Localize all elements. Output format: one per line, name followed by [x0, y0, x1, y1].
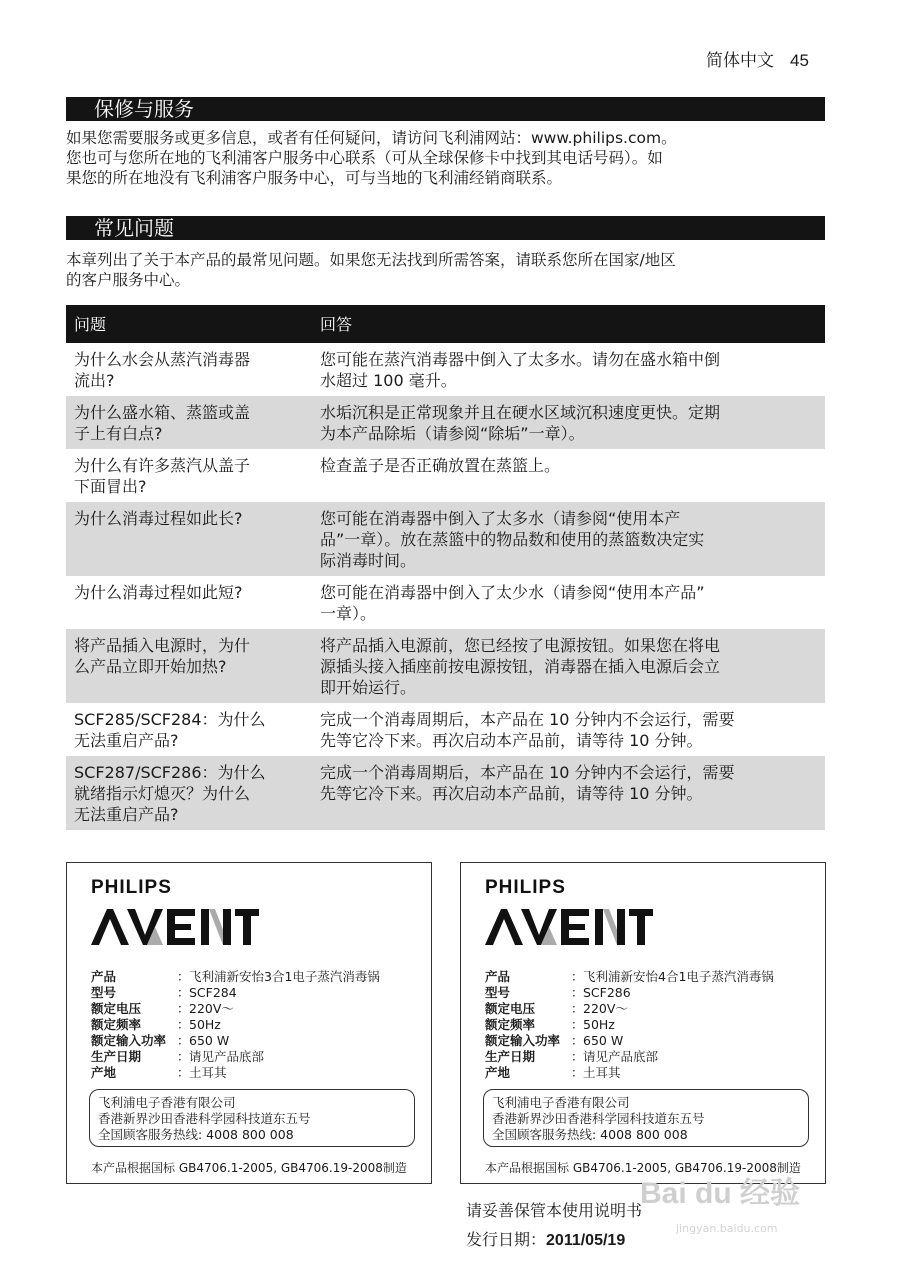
- spec-row: [485, 1033, 774, 1049]
- question-text: 为什么盛水箱、蒸篮或盖: [74, 403, 251, 422]
- address-line: 香港新界沙田香港科学园科技道东五号: [492, 1111, 705, 1126]
- page-number: 45: [790, 51, 809, 70]
- keep-manual-note: 请妥善保管本使用说明书: [466, 1201, 643, 1220]
- spec-colon: ：: [177, 1033, 190, 1048]
- spec-key: 额定输入功率: [485, 1033, 561, 1048]
- faq-intro-line: 的客户服务中心。: [66, 271, 191, 289]
- spec-key: 产品: [91, 969, 117, 984]
- spec-value: 土耳其: [189, 1065, 227, 1080]
- spec-colon: ：: [177, 985, 190, 1000]
- issue-date-value: 2011/05/19: [546, 1232, 626, 1249]
- column-header-question: 问题: [66, 305, 312, 343]
- spec-key: 额定输入功率: [91, 1033, 167, 1048]
- question-text: 为什么水会从蒸汽消毒器: [74, 350, 251, 369]
- question-text: 流出?: [74, 371, 115, 390]
- address-line: 飞利浦电子香港有限公司: [492, 1095, 630, 1110]
- answer-text: 将产品插入电源前，您已经按了电源按钮。如果您在将电: [320, 636, 721, 655]
- spec-colon: ：: [177, 1017, 190, 1032]
- spec-value: 650 W: [189, 1033, 230, 1048]
- spec-value: 土耳其: [583, 1065, 621, 1080]
- answer-text: 完成一个消毒周期后，本产品在 10 分钟内不会运行，需要: [320, 763, 735, 782]
- question-text: SCF285/SCF284：为什么: [74, 710, 266, 729]
- faq-intro-line: 本章列出了关于本产品的最常见问题。如果您无法找到所需答案，请联系您所在国家/地区: [66, 251, 676, 269]
- address-line: 全国顾客服务热线: 4008 800 008: [492, 1127, 688, 1142]
- question-cell: [66, 502, 312, 576]
- table-row: [66, 576, 825, 629]
- standard-note: 本产品根据国标 GB4706.1-2005, GB4706.19-2008制造: [91, 1161, 407, 1175]
- spec-key: 额定频率: [485, 1017, 536, 1032]
- question-cell: [66, 703, 312, 756]
- question-cell: [66, 756, 312, 830]
- spec-colon: ：: [571, 1001, 584, 1016]
- product-label-card: [460, 862, 826, 1184]
- language-label: 简体中文: [706, 51, 774, 71]
- product-label-card: [66, 862, 432, 1184]
- answer-cell: [312, 396, 825, 449]
- spec-row: [485, 1049, 774, 1065]
- faq-table: [66, 305, 825, 830]
- spec-row: [485, 1017, 774, 1033]
- question-text: 为什么消毒过程如此长?: [74, 509, 243, 528]
- spec-row: [91, 1065, 380, 1081]
- question-text: 就绪指示灯熄灭？为什么: [74, 784, 251, 803]
- answer-cell: [312, 703, 825, 756]
- baidu-watermark: Bai du 经验: [640, 1177, 801, 1210]
- question-cell: [66, 396, 312, 449]
- question-text: SCF287/SCF286：为什么: [74, 763, 266, 782]
- answer-text: 完成一个消毒周期后，本产品在 10 分钟内不会运行，需要: [320, 710, 735, 729]
- answer-text: 您可能在消毒器中倒入了太少水（请参阅“使用本产品”: [320, 583, 705, 602]
- spec-row: [485, 969, 774, 985]
- spec-value: 请见产品底部: [583, 1049, 659, 1064]
- manufacturer-address: [483, 1089, 809, 1147]
- spec-value: SCF286: [583, 985, 631, 1000]
- spec-row: [91, 1049, 380, 1065]
- spec-colon: ：: [571, 1049, 584, 1064]
- spec-value: 220V～: [189, 1001, 234, 1016]
- spec-colon: ：: [571, 969, 584, 984]
- answer-text: 一章）。: [320, 604, 377, 623]
- section-title-service: 保修与服务: [66, 97, 825, 121]
- spec-value: 飞利浦新安怡4合1电子蒸汽消毒锅: [583, 969, 774, 984]
- answer-text: 品”一章）。放在蒸篮中的物品数和使用的蒸篮数决定实: [320, 530, 705, 549]
- spec-key: 型号: [485, 985, 511, 1000]
- spec-list: [485, 969, 774, 1081]
- spec-value: 220V～: [583, 1001, 628, 1016]
- spec-key: 产地: [485, 1065, 511, 1080]
- spec-row: [91, 985, 380, 1001]
- issue-date-label: 发行日期：: [466, 1230, 547, 1249]
- issue-date-line: [466, 1227, 625, 1250]
- spec-colon: ：: [571, 1033, 584, 1048]
- answer-cell: [312, 576, 825, 629]
- answer-cell: [312, 343, 825, 396]
- spec-row: [485, 1001, 774, 1017]
- question-text: 将产品插入电源时，为什: [74, 636, 251, 655]
- address-line: 飞利浦电子香港有限公司: [98, 1095, 236, 1110]
- answer-text: 即开始运行。: [320, 678, 417, 697]
- question-text: 下面冒出?: [74, 477, 147, 496]
- answer-text: 源插头接入插座前按电源按钮，消毒器在插入电源后会立: [320, 657, 721, 676]
- spec-colon: ：: [177, 1049, 190, 1064]
- table-row: [66, 396, 825, 449]
- question-cell: [66, 629, 312, 703]
- column-header-answer: 回答: [312, 305, 825, 343]
- answer-text: 检查盖子是否正确放置在蒸篮上。: [320, 456, 561, 475]
- spec-value: 请见产品底部: [189, 1049, 265, 1064]
- spec-list: [91, 969, 380, 1081]
- table-row: [66, 756, 825, 830]
- question-text: 子上有白点?: [74, 424, 163, 443]
- table-row: [66, 629, 825, 703]
- spec-key: 额定电压: [485, 1001, 536, 1016]
- answer-text: 际消毒时间。: [320, 551, 417, 570]
- question-cell: [66, 449, 312, 502]
- service-line: 果您的所在地没有飞利浦客户服务中心，可与当地的飞利浦经销商联系。: [66, 169, 563, 187]
- spec-row: [485, 985, 774, 1001]
- service-line: 如果您需要服务或更多信息，或者有任何疑问，请访问飞利浦网站：www.philips.com。: [66, 129, 677, 147]
- answer-text: 水超过 100 毫升。: [320, 371, 457, 390]
- spec-colon: ：: [571, 1065, 584, 1080]
- question-text: 么产品立即开始加热?: [74, 657, 227, 676]
- answer-cell: [312, 502, 825, 576]
- table-row: [66, 502, 825, 576]
- philips-logo: PHILIPS: [91, 877, 172, 898]
- avent-logo: [485, 907, 655, 947]
- spec-row: [91, 1017, 380, 1033]
- spec-value: SCF284: [189, 985, 237, 1000]
- faq-intro: [66, 250, 828, 290]
- spec-key: 额定电压: [91, 1001, 142, 1016]
- spec-row: [485, 1065, 774, 1081]
- spec-row: [91, 1001, 380, 1017]
- page-header: [706, 46, 809, 71]
- spec-colon: ：: [177, 1001, 190, 1016]
- answer-text: 水垢沉积是正常现象并且在硬水区域沉积速度更快。定期: [320, 403, 721, 422]
- service-line: 您也可与您所在地的飞利浦客户服务中心联系（可从全球保修卡中找到其电话号码）。如: [66, 149, 663, 167]
- section-title-faq: 常见问题: [66, 216, 825, 240]
- answer-text: 先等它冷下来。再次启动本产品前，请等待 10 分钟。: [320, 784, 703, 803]
- spec-value: 飞利浦新安怡3合1电子蒸汽消毒锅: [189, 969, 380, 984]
- answer-text: 您可能在蒸汽消毒器中倒入了太多水。请勿在盛水箱中倒: [320, 350, 721, 369]
- baidu-watermark-url: jingyan.baidu.com: [676, 1222, 778, 1235]
- table-row: [66, 703, 825, 756]
- answer-text: 您可能在消毒器中倒入了太多水（请参阅“使用本产: [320, 509, 681, 528]
- answer-cell: [312, 449, 825, 502]
- spec-colon: ：: [571, 1017, 584, 1032]
- service-paragraph: [66, 128, 828, 188]
- question-cell: [66, 343, 312, 396]
- answer-text: 为本产品除垢（请参阅“除垢”一章）。: [320, 424, 585, 443]
- question-cell: [66, 576, 312, 629]
- spec-value: 50Hz: [189, 1017, 221, 1032]
- table-row: [66, 343, 825, 396]
- answer-text: 先等它冷下来。再次启动本产品前，请等待 10 分钟。: [320, 731, 703, 750]
- spec-colon: ：: [177, 1065, 190, 1080]
- answer-cell: [312, 756, 825, 830]
- manufacturer-address: [89, 1089, 415, 1147]
- spec-value: 650 W: [583, 1033, 624, 1048]
- avent-logo: [91, 907, 261, 947]
- question-text: 为什么有许多蒸汽从盖子: [74, 456, 251, 475]
- spec-row: [91, 969, 380, 985]
- address-line: 全国顾客服务热线: 4008 800 008: [98, 1127, 294, 1142]
- spec-key: 生产日期: [91, 1049, 142, 1064]
- spec-row: [91, 1033, 380, 1049]
- spec-colon: ：: [177, 969, 190, 984]
- spec-value: 50Hz: [583, 1017, 615, 1032]
- question-text: 为什么消毒过程如此短?: [74, 583, 243, 602]
- table-row: [66, 449, 825, 502]
- spec-key: 产品: [485, 969, 511, 984]
- philips-logo: PHILIPS: [485, 877, 566, 898]
- faq-header-row: [66, 305, 825, 343]
- spec-key: 额定频率: [91, 1017, 142, 1032]
- answer-cell: [312, 629, 825, 703]
- question-text: 无法重启产品?: [74, 805, 179, 824]
- spec-key: 型号: [91, 985, 117, 1000]
- spec-key: 产地: [91, 1065, 117, 1080]
- question-text: 无法重启产品?: [74, 731, 179, 750]
- address-line: 香港新界沙田香港科学园科技道东五号: [98, 1111, 311, 1126]
- spec-key: 生产日期: [485, 1049, 536, 1064]
- standard-note: 本产品根据国标 GB4706.1-2005, GB4706.19-2008制造: [485, 1161, 801, 1175]
- spec-colon: ：: [571, 985, 584, 1000]
